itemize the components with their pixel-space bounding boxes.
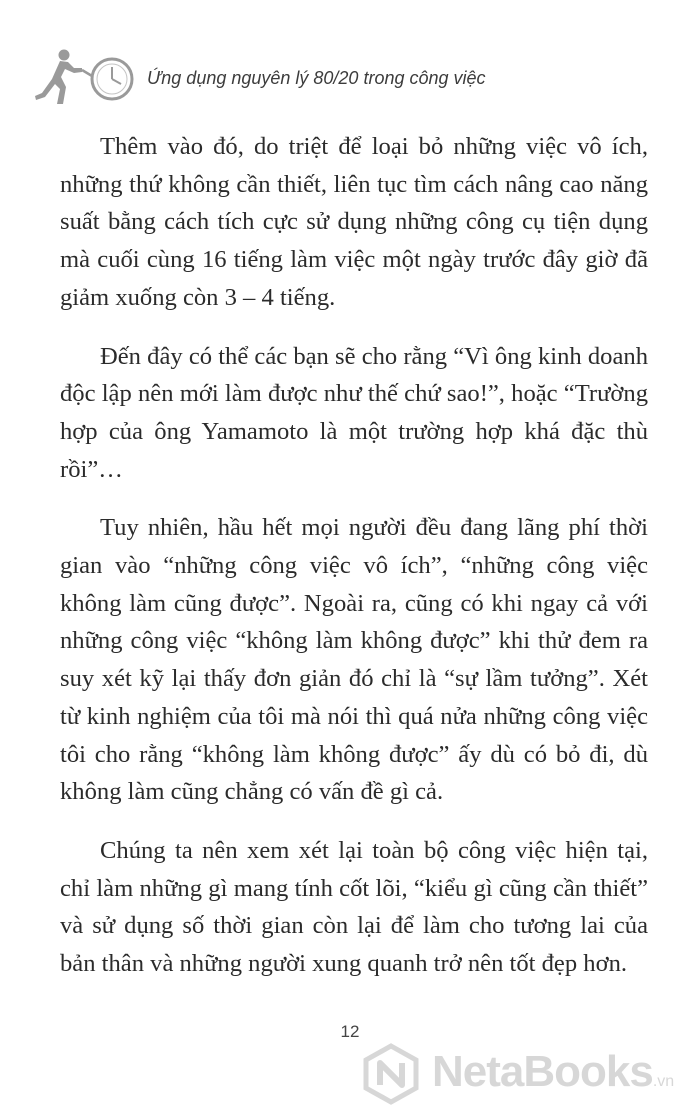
page-number: 12 bbox=[340, 1022, 360, 1041]
watermark-suffix: .vn bbox=[652, 1073, 675, 1090]
netabooks-watermark bbox=[360, 1043, 690, 1105]
watermark-brand: NetaBooks bbox=[432, 1047, 653, 1096]
body-text bbox=[60, 128, 648, 1004]
paragraph-4: Chúng ta nên xem xét lại toàn bộ công việc hiện tại, chỉ làm những gì mang tính cốt lõi, “kiểu gì cũng cần thiết” và sử dụng số thời gian còn lại để làm cho tương lai của bản thân và những người xung quanh trở nên tốt đẹp hơn. bbox=[60, 836, 648, 978]
paragraph-2: Đến đây có thể các bạn sẽ cho rằng “Vì ông kinh doanh độc lập nên mới làm được như thế chứ sao!”, hoặc “Trường hợp của ông Yamamoto là một trường hợp khá đặc thù rồi”… bbox=[60, 342, 648, 483]
paragraph-1: Thêm vào đó, do triệt để loại bỏ những việc vô ích, những thứ không cần thiết, liên tục tìm cách nâng cao năng suất bằng cách tích cực sử dụng những công cụ tiện dụng mà cuối cùng 16 tiếng làm việc một ngày trước đây giờ đã giảm xuống còn 3 – 4 tiếng. bbox=[60, 133, 648, 311]
running-header-title: Ứng dụng nguyên lý 80/20 trong công việc bbox=[147, 68, 486, 88]
paragraph-3: Tuy nhiên, hầu hết mọi người đều đang lãng phí thời gian vào “những công việc vô ích”, “những công việc không làm cũng được”. Ngoài ra, cũng có khi ngay cả với những công việc “không làm không được” khi thử đem ra suy xét kỹ lại thấy đơn giản đó chỉ là “sự lầm tưởng”. Xét từ kinh nghiệm của tôi mà nói thì quá nửa những công việc tôi cho rằng “không làm không được” ấy dù có bỏ đi, dù không làm cũng chẳng có vấn đề gì cả. bbox=[60, 514, 648, 806]
running-man-clock-icon bbox=[30, 46, 140, 108]
netabooks-logo-icon bbox=[360, 1043, 422, 1105]
